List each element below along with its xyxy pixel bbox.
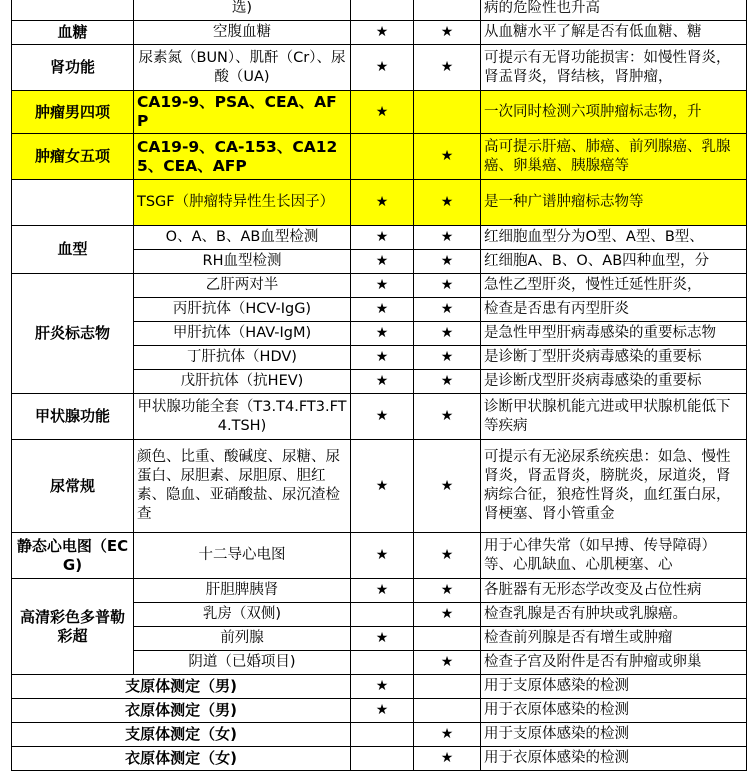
desc-cell: 可提示有无泌尿系统疾患：如急、慢性肾炎，肾盂肾炎，膀胱炎，尿道炎，肾病综合征，狼疮性肾炎，血红蛋白尿，肾梗塞、肾小管重金 xyxy=(481,440,747,533)
desc-cell: 用于衣原体感染的检测 xyxy=(481,747,747,771)
table-row xyxy=(12,747,747,771)
male-star: ★ xyxy=(351,298,414,322)
female-star: ★ xyxy=(414,226,481,250)
item-cell: 乳房（双侧) xyxy=(134,603,351,627)
table-row xyxy=(12,0,747,21)
item-cell: 前列腺 xyxy=(134,627,351,651)
desc-cell: 用于支原体感染的检测 xyxy=(481,723,747,747)
male-star: ★ xyxy=(351,346,414,370)
table-row xyxy=(12,394,747,440)
desc-cell: 各脏器有无形态学改变及占位性病 xyxy=(481,579,747,603)
female-star-cell xyxy=(414,0,481,21)
category-cell: 支原体测定（女) xyxy=(12,723,351,747)
desc-cell: 急性乙型肝炎，慢性迁延性肝炎， xyxy=(481,274,747,298)
female-star: ★ xyxy=(414,21,481,45)
female-star: ★ xyxy=(414,440,481,533)
category-cell: 尿常规 xyxy=(12,440,134,533)
male-star: ★ xyxy=(351,250,414,274)
desc-cell: 检查乳腺是否有肿块或乳腺癌。 xyxy=(481,603,747,627)
item-cell: 戊肝抗体（抗HEV) xyxy=(134,370,351,394)
male-star: ★ xyxy=(351,675,414,699)
desc-cell: 病的危险性也升高 xyxy=(481,0,747,21)
table-row xyxy=(12,274,747,298)
checkup-table xyxy=(11,0,747,771)
table-row xyxy=(12,180,747,226)
female-star: ★ xyxy=(414,180,481,226)
male-star-cell xyxy=(351,134,414,180)
male-star: ★ xyxy=(351,440,414,533)
table-row xyxy=(12,91,747,134)
male-star-cell xyxy=(351,747,414,771)
table-row xyxy=(12,134,747,180)
male-star: ★ xyxy=(351,627,414,651)
female-star-cell xyxy=(414,675,481,699)
desc-cell: 红细胞A、B、O、AB四种血型，分 xyxy=(481,250,747,274)
table-row xyxy=(12,675,747,699)
male-star: ★ xyxy=(351,370,414,394)
female-star: ★ xyxy=(414,747,481,771)
item-cell: 空腹血糖 xyxy=(134,21,351,45)
male-star: ★ xyxy=(351,91,414,134)
female-star-cell xyxy=(414,91,481,134)
item-cell: 十二导心电图 xyxy=(134,533,351,579)
male-star-cell xyxy=(351,723,414,747)
category-cell: 血糖 xyxy=(12,21,134,45)
desc-cell: 是诊断戊型肝炎病毒感染的重要标 xyxy=(481,370,747,394)
table-row xyxy=(12,579,747,603)
desc-cell: 诊断甲状腺机能亢进或甲状腺机能低下等疾病 xyxy=(481,394,747,440)
category-cell: 支原体测定（男) xyxy=(12,675,351,699)
female-star: ★ xyxy=(414,298,481,322)
male-star: ★ xyxy=(351,45,414,91)
item-cell: 肝胆脾胰肾 xyxy=(134,579,351,603)
item-cell: 甲肝抗体（HAV-IgM) xyxy=(134,322,351,346)
male-star: ★ xyxy=(351,699,414,723)
female-star: ★ xyxy=(414,394,481,440)
category-cell: 肿瘤男四项 xyxy=(12,91,134,134)
category-cell: 静态心电图（ECG) xyxy=(12,533,134,579)
table-row xyxy=(12,45,747,91)
item-cell: 尿素氮（BUN）、肌酐（Cr）、尿酸（UA) xyxy=(134,45,351,91)
desc-cell: 一次同时检测六项肿瘤标志物，升 xyxy=(481,91,747,134)
female-star: ★ xyxy=(414,134,481,180)
item-cell: RH血型检测 xyxy=(134,250,351,274)
desc-cell: 是诊断丁型肝炎病毒感染的重要标 xyxy=(481,346,747,370)
desc-cell: 检查前列腺是否有增生或肿瘤 xyxy=(481,627,747,651)
male-star: ★ xyxy=(351,322,414,346)
desc-cell: 用于衣原体感染的检测 xyxy=(481,699,747,723)
category-cell: 肿瘤女五项 xyxy=(12,134,134,180)
male-star: ★ xyxy=(351,274,414,298)
item-cell: 乙肝两对半 xyxy=(134,274,351,298)
item-cell: 颜色、比重、酸碱度、尿糖、尿蛋白、尿胆素、尿胆原、胆红素、隐血、亚硝酸盐、尿沉渣检查 xyxy=(134,440,351,533)
male-star: ★ xyxy=(351,579,414,603)
table-row xyxy=(12,699,747,723)
female-star: ★ xyxy=(414,274,481,298)
female-star: ★ xyxy=(414,579,481,603)
item-cell: 丁肝抗体（HDV) xyxy=(134,346,351,370)
male-star: ★ xyxy=(351,21,414,45)
item-cell: 选) xyxy=(134,0,351,21)
item-cell: 甲状腺功能全套（T3.T4.FT3.FT4.TSH) xyxy=(134,394,351,440)
female-star: ★ xyxy=(414,370,481,394)
category-cell: 高清彩色多普勒彩超 xyxy=(12,579,134,675)
item-cell: 丙肝抗体（HCV-IgG) xyxy=(134,298,351,322)
male-star: ★ xyxy=(351,394,414,440)
table-row xyxy=(12,226,747,250)
item-cell: TSGF（肿瘤特异性生长因子） xyxy=(134,180,351,226)
desc-cell: 检查子宫及附件是否有肿瘤或卵巢 xyxy=(481,651,747,675)
female-star: ★ xyxy=(414,603,481,627)
female-star: ★ xyxy=(414,346,481,370)
desc-cell: 检查是否患有丙型肝炎 xyxy=(481,298,747,322)
male-star-cell xyxy=(351,651,414,675)
female-star: ★ xyxy=(414,723,481,747)
desc-cell: 用于心律失常（如早搏、传导障碍）等、心肌缺血、心肌梗塞、心 xyxy=(481,533,747,579)
table-row xyxy=(12,21,747,45)
category-cell: 肝炎标志物 xyxy=(12,274,134,394)
female-star: ★ xyxy=(414,250,481,274)
item-cell: CA19-9、PSA、CEA、AFP xyxy=(134,91,351,134)
desc-cell: 是一种广谱肿瘤标志物等 xyxy=(481,180,747,226)
male-star: ★ xyxy=(351,180,414,226)
item-cell: 阴道（已婚项目) xyxy=(134,651,351,675)
category-cell: 衣原体测定（男) xyxy=(12,699,351,723)
female-star-cell xyxy=(414,699,481,723)
desc-cell: 从血糖水平了解是否有低血糖、糖 xyxy=(481,21,747,45)
desc-cell: 是急性甲型肝病毒感染的重要标志物 xyxy=(481,322,747,346)
male-star-cell xyxy=(351,603,414,627)
table-row xyxy=(12,723,747,747)
female-star: ★ xyxy=(414,45,481,91)
item-cell: CA19-9、CA-153、CA125、CEA、AFP xyxy=(134,134,351,180)
female-star: ★ xyxy=(414,651,481,675)
category-cell xyxy=(12,0,134,21)
female-star: ★ xyxy=(414,533,481,579)
male-star: ★ xyxy=(351,533,414,579)
female-star: ★ xyxy=(414,322,481,346)
female-star-cell xyxy=(414,627,481,651)
category-cell: 衣原体测定（女) xyxy=(12,747,351,771)
desc-cell: 可提示有无肾功能损害：如慢性肾炎，肾盂肾炎，肾结核，肾肿瘤， xyxy=(481,45,747,91)
category-cell: 血型 xyxy=(12,226,134,274)
category-cell: 肾功能 xyxy=(12,45,134,91)
male-star-cell xyxy=(351,0,414,21)
category-cell: 甲状腺功能 xyxy=(12,394,134,440)
desc-cell: 红细胞血型分为O型、A型、B型、 xyxy=(481,226,747,250)
category-cell xyxy=(12,180,134,226)
table-row xyxy=(12,533,747,579)
desc-cell: 用于支原体感染的检测 xyxy=(481,675,747,699)
desc-cell: 高可提示肝癌、肺癌、前列腺癌、乳腺癌、卵巢癌、胰腺癌等 xyxy=(481,134,747,180)
table-row xyxy=(12,440,747,533)
male-star: ★ xyxy=(351,226,414,250)
item-cell: O、A、B、AB血型检测 xyxy=(134,226,351,250)
